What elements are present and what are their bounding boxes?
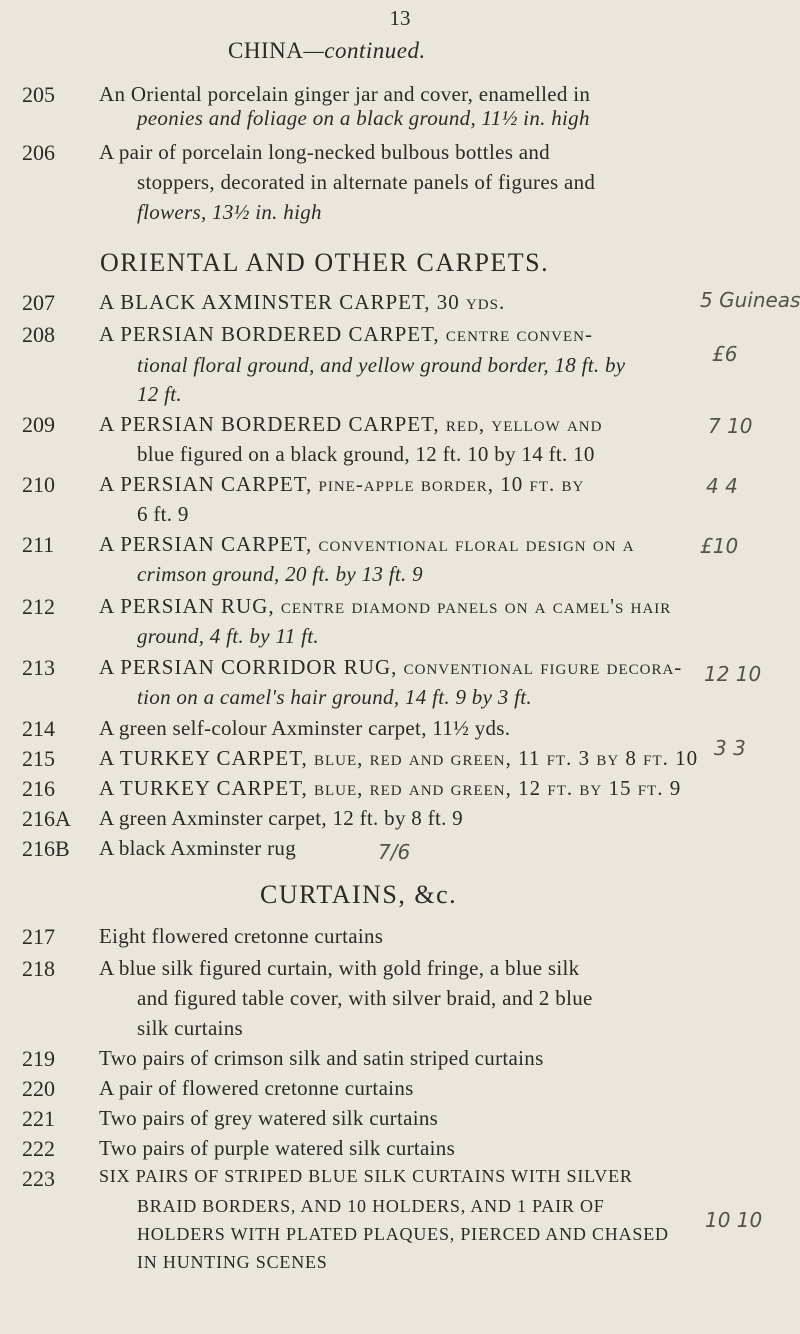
lot-text: 6 ft. 9	[137, 502, 189, 526]
page-number: 13	[389, 6, 411, 30]
lot-text: peonies and foliage on a black ground, 11½ in. high	[137, 106, 590, 130]
lot-text: A PERSIAN BORDERED CARPET, red, yellow and	[99, 412, 603, 436]
lot-number: 214	[22, 716, 55, 741]
margin-note: £10	[700, 534, 739, 558]
lot-number: 222	[22, 1136, 55, 1161]
lot-number: 215	[22, 746, 55, 771]
margin-note: 7 10	[708, 414, 753, 438]
margin-note: 5 Guineas	[700, 288, 800, 312]
margin-note: 12 10	[704, 662, 762, 686]
heading-carpets: ORIENTAL AND OTHER CARPETS.	[100, 248, 550, 277]
lot-text: A TURKEY CARPET, blue, red and green, 12 ft. by 15 ft. 9	[99, 776, 682, 800]
lot-text: blue figured on a black ground, 12 ft. 10 by 14 ft. 10	[137, 442, 595, 466]
lot-text: ground, 4 ft. by 11 ft.	[137, 624, 319, 648]
lot-text: A TURKEY CARPET, blue, red and green, 11 ft. 3 by 8 ft. 10	[99, 746, 699, 770]
lot-number: 212	[22, 594, 55, 619]
lot-text: BRAID BORDERS, AND 10 HOLDERS, AND 1 PAIR OF	[137, 1196, 605, 1216]
lot-text: A PERSIAN BORDERED CARPET, centre conven-	[99, 322, 593, 346]
lot-text: A PERSIAN CARPET, pine-apple border, 10 ft. by	[99, 472, 585, 496]
lot-number: 216B	[22, 836, 70, 861]
lot-text: and figured table cover, with silver braid, and 2 blue	[137, 986, 593, 1010]
lot-number: 218	[22, 956, 55, 981]
lot-number: 213	[22, 655, 55, 680]
lot-text: A blue silk figured curtain, with gold fringe, a blue silk	[99, 956, 580, 980]
lot-text: A PERSIAN CORRIDOR RUG, conventional figure decora-	[99, 655, 683, 679]
lot-text: IN HUNTING SCENES	[137, 1252, 328, 1272]
lot-text: A BLACK AXMINSTER CARPET, 30 yds.	[99, 290, 506, 314]
heading-curtains: CURTAINS, &c.	[260, 880, 458, 909]
lot-number: 216	[22, 776, 55, 801]
section-title-main: CHINA	[228, 38, 304, 63]
lot-text: An Oriental porcelain ginger jar and cover, enamelled in	[99, 82, 591, 106]
lot-number: 207	[22, 290, 55, 315]
lot-text: Two pairs of purple watered silk curtains	[99, 1136, 456, 1160]
lot-text: Two pairs of grey watered silk curtains	[99, 1106, 439, 1130]
lot-text: A pair of porcelain long-necked bulbous bottles and	[99, 140, 550, 164]
lot-number: 220	[22, 1076, 55, 1101]
lot-text: tional floral ground, and yellow ground border, 18 ft. by	[137, 353, 626, 377]
section-title-suffix: —continued.	[303, 38, 426, 63]
lot-text: silk curtains	[137, 1016, 243, 1040]
lot-number: 206	[22, 140, 55, 165]
margin-note: 3 3	[714, 736, 746, 760]
lot-text: A pair of flowered cretonne curtains	[99, 1076, 414, 1100]
lot-text: A PERSIAN RUG, centre diamond panels on a camel's hair	[99, 594, 672, 618]
lot-text: A green self-colour Axminster carpet, 11½ yds.	[99, 716, 511, 740]
lot-text: HOLDERS WITH PLATED PLAQUES, PIERCED AND CHASED	[137, 1224, 669, 1244]
lot-number: 219	[22, 1046, 55, 1071]
lot-text: Two pairs of crimson silk and satin striped curtains	[99, 1046, 544, 1070]
lot-number: 209	[22, 412, 55, 437]
lot-number: 217	[22, 924, 55, 949]
margin-note: £6	[712, 342, 738, 366]
lot-text: crimson ground, 20 ft. by 13 ft. 9	[137, 562, 423, 586]
lot-text: A black Axminster rug	[99, 836, 297, 860]
lot-number: 211	[22, 532, 55, 557]
lot-number: 210	[22, 472, 55, 497]
margin-note: 7/6	[378, 840, 411, 864]
margin-note: 10 10	[705, 1208, 763, 1232]
lot-number: 216A	[22, 806, 71, 831]
lot-text: SIX PAIRS OF STRIPED BLUE SILK CURTAINS WITH SILVER	[99, 1166, 633, 1186]
lot-text: A PERSIAN CARPET, conventional floral design on a	[99, 532, 635, 556]
section-title	[228, 38, 426, 64]
lot-text: A green Axminster carpet, 12 ft. by 8 ft. 9	[99, 806, 463, 830]
margin-note: 4 4	[706, 474, 738, 498]
lot-text: stoppers, decorated in alternate panels of figures and	[137, 170, 596, 194]
lot-number: 223	[22, 1166, 55, 1191]
lot-text: 12 ft.	[137, 382, 182, 406]
lot-text: Eight flowered cretonne curtains	[99, 924, 384, 948]
lot-text: flowers, 13½ in. high	[137, 200, 322, 224]
lot-number: 221	[22, 1106, 55, 1131]
lot-number: 205	[22, 82, 55, 107]
lot-text: tion on a camel's hair ground, 14 ft. 9 by 3 ft.	[137, 685, 532, 709]
lot-number: 208	[22, 322, 55, 347]
